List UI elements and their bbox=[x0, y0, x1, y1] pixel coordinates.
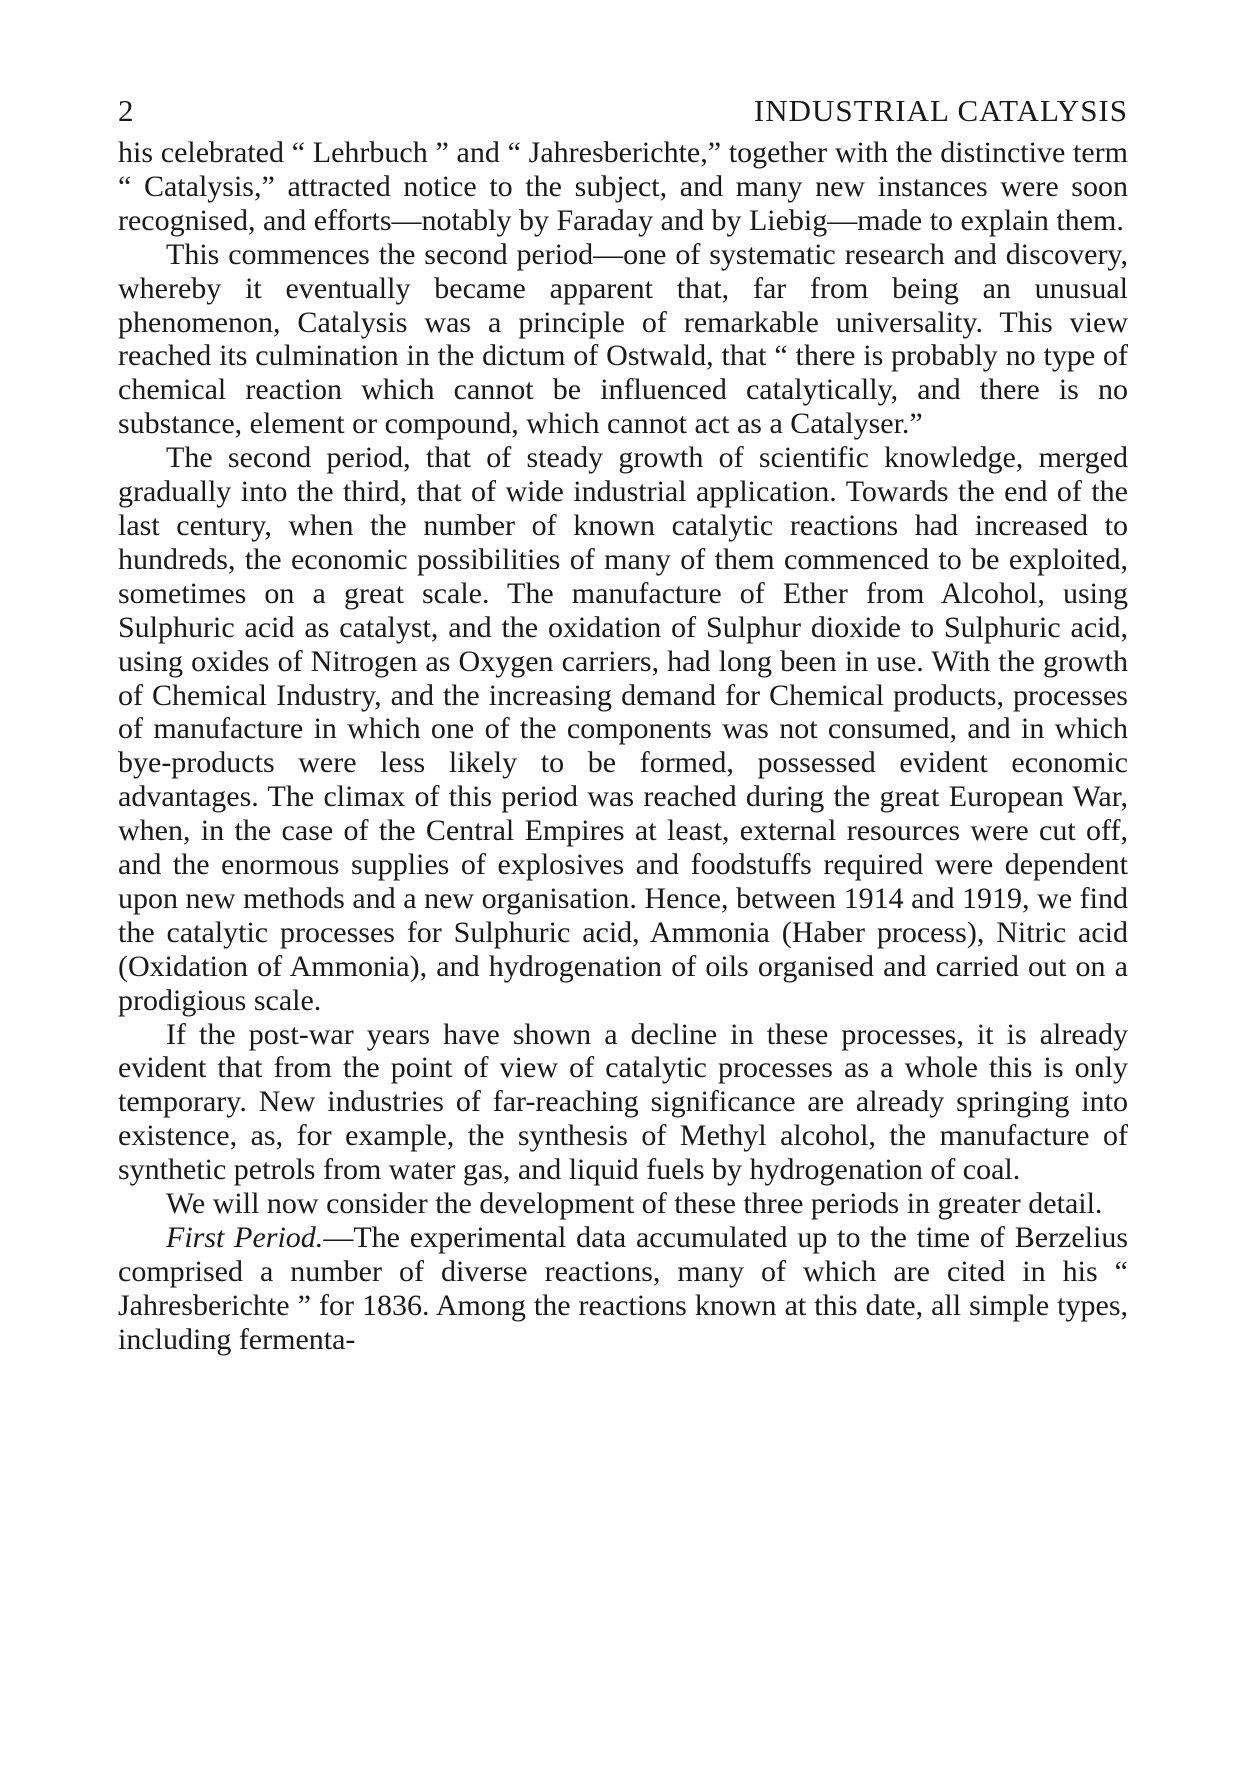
paragraph-2: This commences the second period—one of systematic research and discovery, whereby it eventually became apparent that, far from being an unusual phenomenon, Catalysis was a principle of remarkable universality. This view reached its culmination in the dictum of Ostwald, that “ there is probably no type of chemical reaction which cannot be influenced catalytically, and there is no substance, element or compound, which cannot act as a Catalyser.” bbox=[118, 237, 1128, 441]
paragraph-1: his celebrated “ Lehrbuch ” and “ Jahresberichte,” together with the distinctive term “ Catalysis,” attracted notice to the subject, and many new instances were soon recognised, and efforts—notably by Faraday and by Liebig—made to explain them. bbox=[118, 136, 1128, 237]
body-text bbox=[118, 136, 1128, 1357]
page-number: 2 bbox=[118, 93, 134, 128]
paragraph-6 bbox=[118, 1221, 1128, 1357]
running-title: INDUSTRIAL CATALYSIS bbox=[753, 93, 1128, 128]
paragraph-5: We will now consider the development of these three periods in greater detail. bbox=[166, 1187, 1103, 1221]
paragraph-3: The second period, that of steady growth of scientific knowledge, merged gradually into the third, that of wide industrial application. Towards the end of the last century, when the number of known catalytic reactions had increased to hundreds, the economic possibilities of many of them commenced to be exploited, sometimes on a great scale. The manufacture of Ether from Alcohol, using Sulphuric acid as catalyst, and the oxidation of Sulphur dioxide to Sulphuric acid, using oxides of Nitrogen as Oxygen carriers, had long been in use. With the growth of Chemical Industry, and the increasing demand for Chemical products, processes of manufacture in which one of the components was not consumed, and in which bye-products were less likely to be formed, possessed evident economic advantages. The climax of this period was reached during the great European War, when, in the case of the Central Empires at least, external resources were cut off, and the enormous supplies of explosives and foodstuffs required were dependent upon new methods and a new organisation. Hence, between 1914 and 1919, we find the catalytic processes for Sulphuric acid, Ammonia (Haber process), Nitric acid (Oxidation of Ammonia), and hydrogenation of oils organised and carried out on a prodigious scale. bbox=[118, 441, 1128, 1017]
running-head bbox=[118, 88, 1128, 134]
paragraph-4: If the post-war years have shown a decline in these processes, it is already evident that from the point of view of catalytic processes as a whole this is only temporary. New industries of far-reaching significance are already springing into existence, as, for example, the synthesis of Methyl alcohol, the manufacture of synthetic petrols from water gas, and liquid fuels by hydrogenation of coal. bbox=[118, 1017, 1128, 1187]
document-page bbox=[118, 88, 1128, 1357]
section-lead-first-period: First Period. bbox=[166, 1221, 324, 1254]
paragraph-6-text: —The experimental data accumulated up to the time of Berzelius comprised a number of diverse reactions, many of which are cited in his “ Jahresberichte ” for 1836. Among the reactions known at this date, all simple types, including fermenta- bbox=[118, 1221, 1128, 1356]
